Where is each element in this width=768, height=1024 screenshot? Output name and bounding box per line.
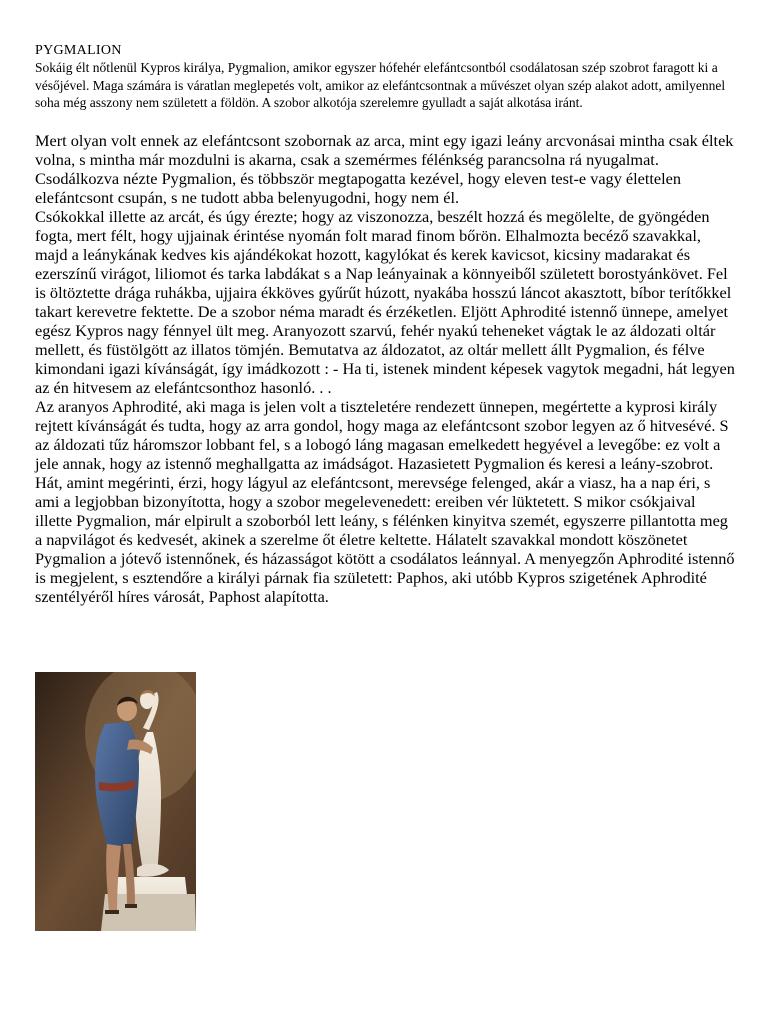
story-paragraph: Az aranyos Aphrodité, aki maga is jelen volt a tiszteletére rendezett ünnepen, megértette a kyprosi király rejtett kívánságát és tudta, hogy az arra gondol, hogy maga az elefántcsont szobor legyen az ő hitvesévé. S az áldozati tűz háromszor lobbant fel, s a lobogó láng magasan emelkedett hegyével a levegőbe: ez volt a jele annak, hogy az istennő meghallgatta az imádságot. Hazasietett Pygmalion és keresi a leány-szobrot. Hát, amint megérinti, érzi, hogy lágyul az elefántcsont, merevsége felenged, akár a viasz, ha a nap éri, s ami a legjobban bizonyította, hogy a szobor megelevenedett: ereiben vér lüktetett. S mikor csókjaival illette Pygmalion, már elpirult a szoborból lett leány, s félénken kinyitva szemét, egyszerre pillantotta meg a napvilágot és kedvesét, akinek a szerelme őt életre keltette. Hálatelt szavakkal mondott köszönetet Pygmalion a jótevő istennőnek, és házasságot kötött a csodálatos leánnyal. A menyegzőn Aphrodité istennő is megjelent, s esztendőre a királyi párnak fia született: Paphos, aki utóbb Kypros szigetének Aphrodité szentélyéről híres városát, Paphost alapította. — [35, 396, 735, 606]
story-body — [35, 131, 735, 606]
story-paragraph: Mert olyan volt ennek az elefántcsont szobornak az arca, mint egy igazi leány arcvonásai mintha csak éltek volna, s mintha már mozdulni is akarna, csak a szemérmes félénkség parancsolna rá nyugalmat. Csodálkozva nézte Pygmalion, és többször megtapogatta kezével, hogy eleven test-e vagy élettelen elefántcsont csupán, s ne tudott abba belenyugodni, hogy nem él. — [35, 130, 734, 207]
story-paragraph: Csókokkal illette az arcát, és úgy érezte; hogy az viszonozza, beszélt hozzá és megölelte, de gyöngéden fogta, mert félt, hogy ujjainak érintése nyomán folt marad finom bőrön. Elhalmozta becéző szavakkal, majd a leánykának kedves kis ajándékokat hozott, kagylókat és kerek kavicsot, kicsiny madarakat és ezerszínű virágot, liliomot és tarka labdákat s a Nap leányainak a könnyeiből született borostyánkövet. Fel is öltöztette drága ruhákba, ujjaira ékköves gyűrűt húzott, nyakába hosszú láncot akasztott, bíbor terítőkkel takart kerevetre fektette. De a szobor néma maradt és érzéketlen. Eljött Aphrodité istennő ünnepe, amelyet egész Kypros nagy fénnyel ült meg. Aranyozott szarvú, fehér nyakú teheneket vágtak le az áldozati oltár mellett, és füstölgött az illatos tömjén. Bemutatva az áldozatot, az oltár mellett állt Pygmalion, és félve kimondani igazi kívánságát, így imádkozott : - Ha ti, istenek mindent képesek vagytok megadni, hát legyen az én hitvesem az elefántcsonthoz hasonló. . . — [35, 206, 735, 397]
painting-image — [35, 672, 196, 931]
pygmalion-galatea-painting — [35, 672, 196, 931]
intro-paragraph: Sokáig élt nőtlenül Kypros királya, Pygmalion, amikor egyszer hófehér elefántcsontból csodálatosan szép szobrot faragott ki a vésőjével. Maga számára is váratlan meglepetés volt, amikor az elefántcsontnak a művészet olyan szép alakot adott, amilyennel soha még asszony nem született a földön. A szobor alkotója szerelemre gyulladt a saját alkotása iránt. — [35, 60, 726, 110]
document-title: PYGMALION — [35, 43, 122, 58]
document-page — [35, 42, 735, 606]
